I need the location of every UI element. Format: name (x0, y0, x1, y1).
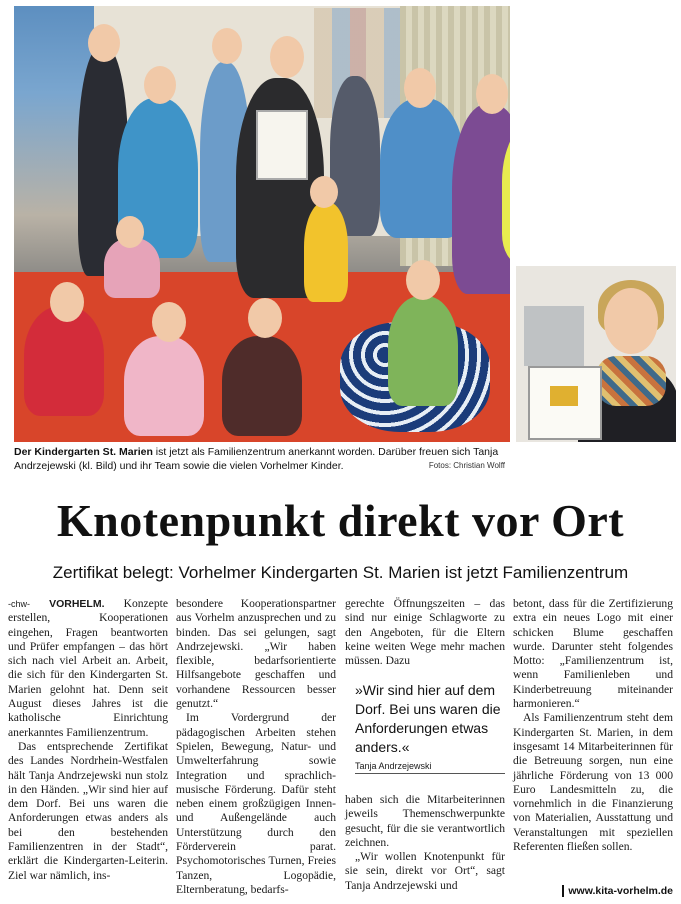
caption-text: ist jetzt als Familienzentrum anerkannt worden. Darüber freuen sich Tanja Andrzejewski (kl. Bild) und ihr Team sowie die vielen Vorhelmer Kinder. (14, 446, 499, 472)
paragraph-text: Konzepte erstellen, Kooperationen eingehen, Fragen beantworten und Prüfer empfangen – das hört sich nach viel Arbeit an. Arbeit, die sich für den Kindergarten St. Marien gelohnt hat. Denn seit August dieses Jahres ist die katholische Einrichtung anerkanntes Familienzentrum. (8, 597, 168, 739)
inset-portrait-photo (516, 266, 676, 442)
paragraph: „Wir wollen Knotenpunkt für sie sein, direkt vor Ort“, sagt Tanja Andrzejewski und (345, 850, 505, 892)
paragraph: besondere Kooperationspartner aus Vorhelm anzusprechen und zu binden. Das sei gelungen, sagt Andrzejewski. „Wir haben flexible, bedarfsorientierte Hilfsangebote geschaffen und vorhandene Ressourcen besser genutzt.“ (176, 597, 336, 711)
paragraph: betont, dass für die Zertifizierung extra ein neues Logo mit einer schicken Blume geschaffen wurde. Darunter steht folgendes Motto: „Familienzentrum ist, wenn Familienleben und Kinderbetreuung miteinander harmonieren.“ (513, 597, 673, 711)
photo-credit: Fotos: Christian Wolff (428, 461, 505, 470)
article-headline: Knotenpunkt direkt vor Ort (56, 495, 625, 546)
article-column-2 (176, 597, 336, 897)
website-link[interactable]: www.kita-vorhelm.de (562, 885, 673, 897)
pull-quote-author: Tanja Andrzejewski (355, 761, 505, 774)
paragraph: gerechte Öffnungszeiten – das sind nur einige Schlagworte zu den Angeboten, für die Eltern keine weiten Wege mehr machen müssen. Dazu (345, 597, 505, 668)
familienzentrum-logo-icon (550, 386, 578, 406)
paragraph: haben sich die Mitarbeiterinnen jeweils Themenschwerpunkte gesucht, für die sie verantwortlich zeichnen. (345, 793, 505, 849)
article-column-4 (513, 597, 673, 854)
author-tag: -chw- (8, 599, 30, 609)
group-photo (14, 6, 510, 442)
caption-bold: Der Kindergarten St. Marien (14, 446, 153, 458)
article-column-1 (8, 597, 168, 883)
article-column-3 (345, 597, 505, 668)
article-subheadline: Zertifikat belegt: Vorhelmer Kindergarten St. Marien ist jetzt Familienzentrum (52, 563, 629, 582)
pull-quote: »Wir sind hier auf dem Dorf. Bei uns waren die Anforderungen etwas anders.« (355, 682, 501, 755)
paragraph: Im Vordergrund der pädagogischen Arbeiten stehen Spielen, Bewegung, Natur- und Umwelterfahrung sowie Integration und sprachlich-musische Förderung. Dafür steht neben einem großzügigen Innen- und Außengelände auch Unterstützung durch den Förderverein parat. Psychomotorisches Turnen, Freies Tanzen, Logopädie, Elternberatung, bedarfs- (176, 711, 336, 896)
article-column-3-continued (345, 793, 505, 893)
paragraph: Als Familienzentrum steht dem Kindergarten St. Marien, in dem insgesamt 14 Mitarbeiterinnen für die Betreuung sorgen, nun eine jährliche Förderung von 13 000 Euro Landesmitteln zu, die vornehmlich in die Finanzierung von Materialien, Ausstattung und Veranstaltungen mit speziellen Referenten fließen sollen. (513, 711, 673, 854)
paragraph: Das entsprechende Zertifikat des Landes Nordrhein-Westfalen hält Tanja Andrzejewski nun stolz in den Händen. „Wir sind hier auf dem Dorf. Bei uns waren die Anforderungen etwas anders als bei den bestehenden Familienzentren in der Stadt“, erklärt die Kindergarten-Leiterin. Ziel war nämlich, ins- (8, 739, 168, 882)
paragraph (8, 597, 168, 740)
dateline: VORHELM. (49, 598, 105, 610)
